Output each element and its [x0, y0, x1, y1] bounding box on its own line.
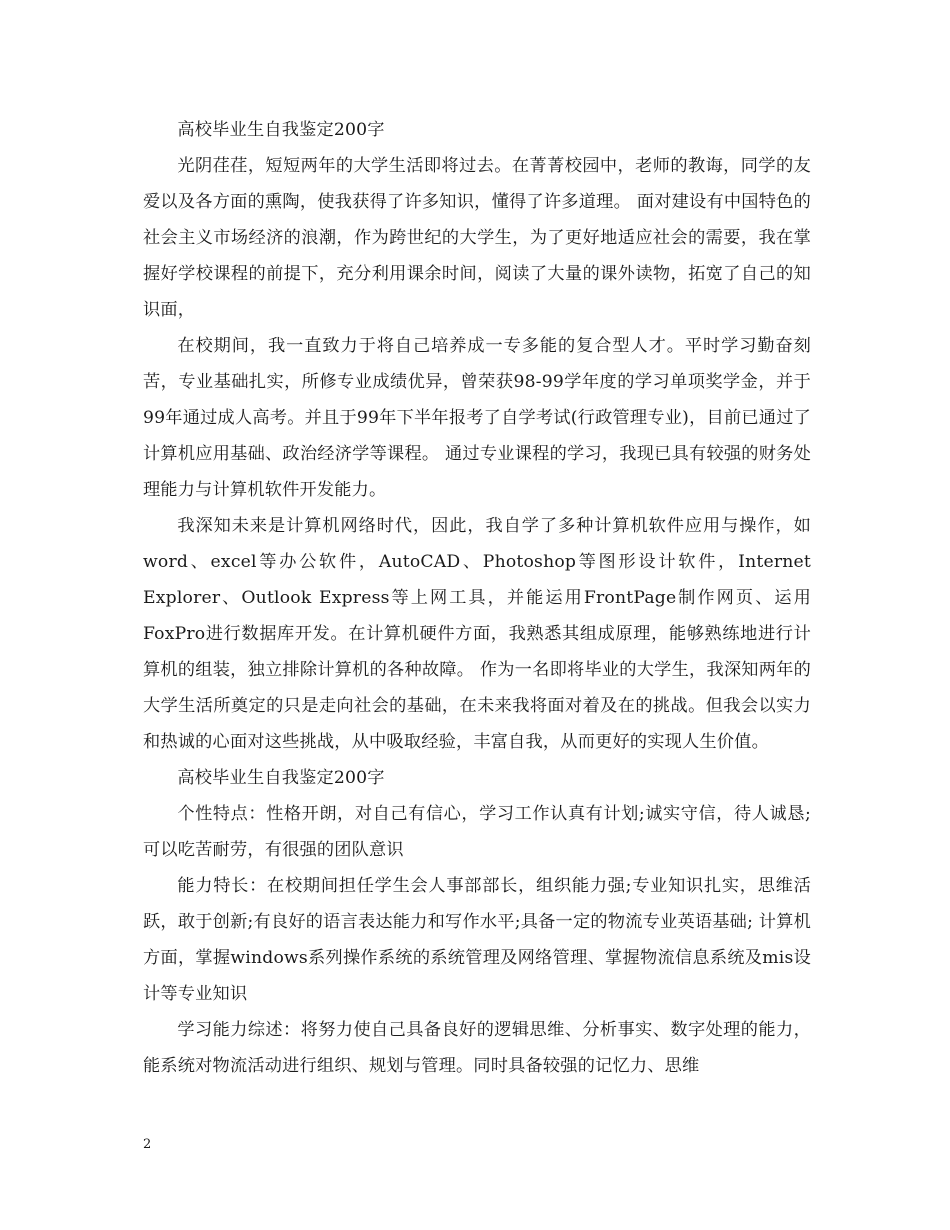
section-title-1: 高校毕业生自我鉴定200字 [177, 120, 385, 140]
document-body [143, 112, 811, 1084]
paragraph-abilities: 能力特长：在校期间担任学生会人事部部长，组织能力强;专业知识扎实，思维活跃，敢于创新;有良好的语言表达能力和写作水平;具备一定的物流专业英语基础; 计算机方面，掌握windows系列操作系统的系统管理及网络管理、掌握物流信息系统及mis设计等专业知识 [143, 876, 811, 1004]
paragraph-computer-skills: 我深知未来是计算机网络时代，因此，我自学了多种计算机软件应用与操作，如word、excel等办公软件，AutoCAD、Photoshop等图形设计软件，Internet Explorer、Outlook Express等上网工具，并能运用FrontPage制作网页、运用FoxPro进行数据库开发。在计算机硬件方面，我熟悉其组成原理，能够熟练地进行计算机的组装，独立排除计算机的各种故障。 作为一名即将毕业的大学生，我深知两年的大学生活所奠定的只是走向社会的基础，在未来我将面对着及在的挑战。但我会以实力和热诚的心面对这些挑战，从中吸取经验，丰富自我，从而更好的实现人生价值。 [143, 516, 811, 752]
paragraph-learning: 学习能力综述：将努力使自己具备良好的逻辑思维、分析事实、数字处理的能力，能系统对物流活动进行组织、规划与管理。同时具备较强的记忆力、思维 [143, 1020, 811, 1076]
section-title-2: 高校毕业生自我鉴定200字 [177, 768, 385, 788]
page-number: 2 [143, 1137, 152, 1152]
paragraph-personality: 个性特点：性格开朗，对自己有信心，学习工作认真有计划;诚实守信，待人诚恳;可以吃苦耐劳，有很强的团队意识 [143, 804, 811, 860]
paragraph-study: 在校期间，我一直致力于将自己培养成一专多能的复合型人才。平时学习勤奋刻苦，专业基础扎实，所修专业成绩优异，曾荣获98-99学年度的学习单项奖学金，并于99年通过成人高考。并且于99年下半年报考了自学考试(行政管理专业)，目前已通过了计算机应用基础、政治经济学等课程。 通过专业课程的学习，我现已具有较强的财务处理能力与计算机软件开发能力。 [143, 336, 811, 500]
paragraph-intro: 光阴荏荏，短短两年的大学生活即将过去。在菁菁校园中，老师的教诲，同学的友爱以及各方面的熏陶，使我获得了许多知识，懂得了许多道理。 面对建设有中国特色的社会主义市场经济的浪潮，作为跨世纪的大学生，为了更好地适应社会的需要，我在掌握好学校课程的前提下，充分利用课余时间，阅读了大量的课外读物，拓宽了自己的知识面， [143, 156, 811, 320]
